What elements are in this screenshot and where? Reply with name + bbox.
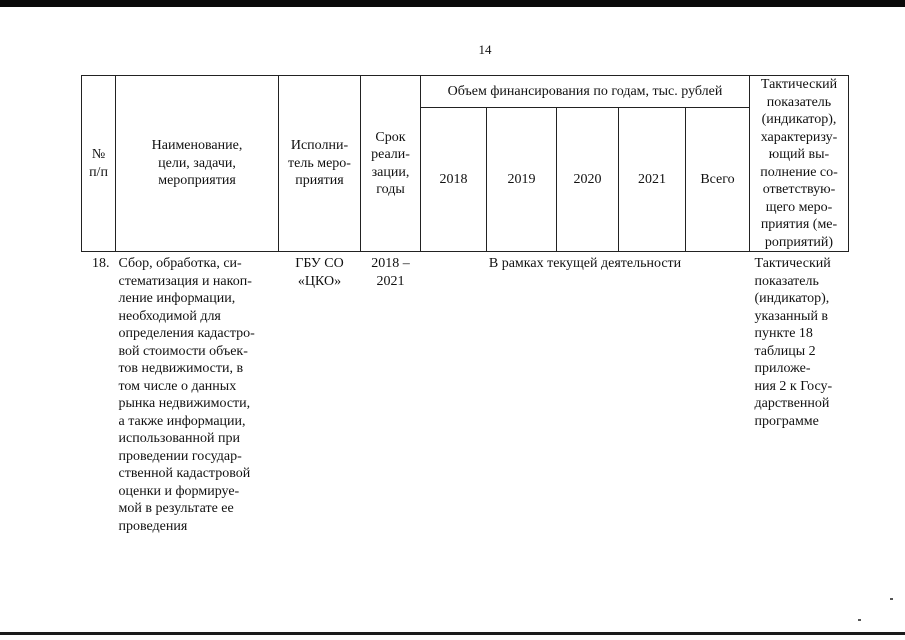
row-indicator: Тактический показатель (индикатор), указанный в пункте 18 таблицы 2 приложе- ния 2 к Госу- дарственной программе	[754, 256, 833, 429]
header-year: 2021	[619, 107, 686, 251]
scan-speck	[858, 619, 861, 621]
header-funding-group: Объем финансирования по годам, тыс. рублей	[421, 76, 750, 108]
header-executor: Исполни- тель меро- приятия	[279, 76, 361, 252]
header-name: Наименование, цели, задачи, мероприятия	[116, 76, 279, 252]
header-year: 2018	[421, 107, 487, 251]
row-executor: ГБУ СО «ЦКО»	[295, 256, 344, 289]
header-num: № п/п	[82, 76, 116, 252]
header-term: Срок реали- зации, годы	[361, 76, 421, 252]
table-row	[82, 252, 849, 636]
header-indicator: Тактический показатель (индикатор), характеризу- ющий вы- полнение со- ответствую- щего меро- приятия (ме- роприятий)	[750, 76, 849, 252]
row-term: 2018 – 2021	[371, 256, 410, 289]
row-num: 18.	[92, 256, 110, 271]
scan-top-border	[0, 0, 905, 7]
header-total: Всего	[686, 107, 750, 251]
row-funding: В рамках текущей деятельности	[488, 256, 682, 271]
page-number: 14	[478, 42, 492, 57]
activities-table	[81, 75, 849, 635]
header-year: 2020	[557, 107, 619, 251]
header-year: 2019	[487, 107, 557, 251]
table-header-row	[82, 76, 849, 108]
row-name: Сбор, обработка, си- стематизация и накоп- ление информации, необходимой для определения кадастро- вой стоимости объек- тов недвижимости, в том числе о данных рынка недвижимости, а также информации, использованной при проведении государ- ственной кадастровой оценки и формируе- мой в результате ее проведения	[118, 256, 255, 534]
scan-bottom-border	[0, 632, 905, 635]
scan-speck	[890, 598, 893, 600]
